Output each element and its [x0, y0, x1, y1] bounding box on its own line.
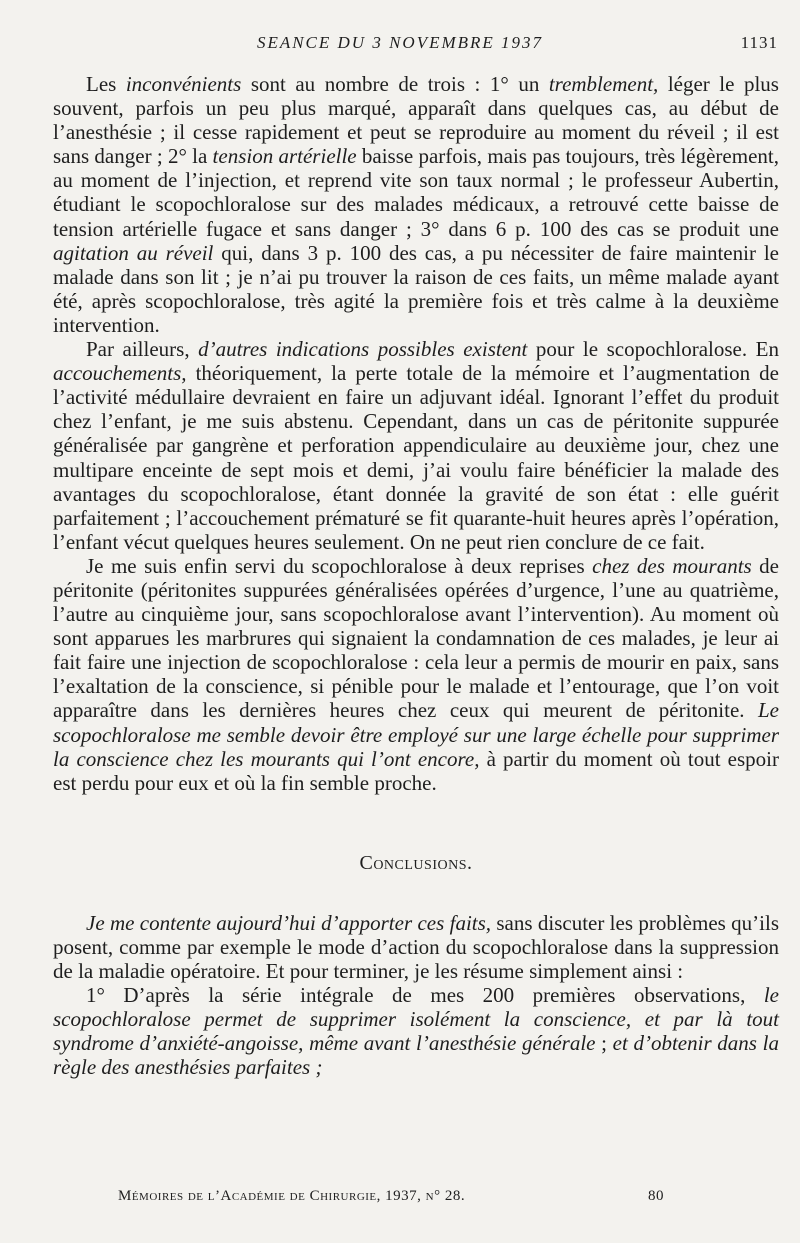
paragraph: [53, 72, 779, 337]
text-run: Les: [86, 72, 126, 96]
text-run: 1° D’après la série intégrale de mes 200 premières observations,: [86, 983, 764, 1008]
running-title: SEANCE DU 3 NOVEMBRE 1937: [256, 33, 544, 52]
italic-run: inconvénients: [125, 72, 242, 96]
italic-run: et d’obtenir dans la règle des anesthésies parfaites ;: [53, 1031, 779, 1080]
text-run: Par ailleurs,: [86, 337, 199, 362]
text-run: ;: [595, 1031, 613, 1056]
paragraph: [53, 554, 779, 795]
italic-run: accouchements,: [53, 361, 187, 386]
text-run: pour le scopochloralose. En: [527, 337, 779, 362]
body-text: [53, 72, 779, 1080]
text-run: de péritonite (péritonites suppurées généralisées opérées d’urgence, l’une au quatrième, l’autre au cinquième jour, sans scopochloralose avant l’intervention). Au moment où sont apparues les marbrures qui signaient la condamnation de ces malades, je leur ai fait faire une injection de scopochloralose : cela leur a permis de mourir en paix, sans l’exaltation de la conscience, si pénible pour le malade et l’entourage, que l’on voit apparaître dans les dernières heures chez ceux qui meurent de péritonite.: [53, 553, 779, 723]
italic-run: d’autres indications possibles existent: [198, 337, 528, 362]
italic-run: tension artérielle: [212, 144, 357, 169]
italic-run: chez des mourants: [592, 553, 752, 578]
paragraph: [53, 983, 779, 1079]
journal-citation: Mémoires de l’Académie de Chirurgie, 1937, n° 28.: [118, 1188, 466, 1204]
italic-run: Le scopochloralose me semble devoir être employé sur une large échelle pour supprimer la conscience chez les mourants qui l’ont encore,: [53, 698, 779, 771]
text-run: à partir du moment où tout espoir est perdu pour eux et où la fin semble proche.: [53, 746, 779, 795]
italic-run: le scopochloralose permet de supprimer isolément la conscience, et par là tout syndrome d’anxiété-angoisse, même avant l’anesthésie générale: [53, 983, 779, 1056]
text-run: qui, dans 3 p. 100 des cas, a pu nécessiter de faire maintenir le malade dans son lit ; je n’ai pu trouver la raison de ces faits, un même malade ayant été, après scopochloralose, très agité la première fois et très calme à la deuxième intervention.: [53, 240, 779, 337]
paragraph: [53, 337, 779, 554]
page-number: 1131: [740, 33, 778, 52]
text-run: Je me suis enfin servi du scopochloralose à deux reprises: [86, 553, 593, 578]
text-run: théoriquement, la perte totale de la mémoire et l’augmentation de l’activité médullaire devraient en faire un adjuvant idéal. Ignorant l’effet du produit chez l’enfant, je me suis abstenu. Cependant, dans un cas de péritonite suppurée généralisée par gangrène et perforation appendiculaire au deuxième jour, chez une multipare enceinte de sept mois et demi, j’ai voulu faire bénéficier la malade des avantages du scopochloralose, étant donnée la gravité de son état : elle guérit parfaitement ; l’accouchement prématuré se fit quarante-huit heures après l’opération, l’enfant vécut quelques heures seulement. On ne peut rien conclure de ce fait.: [53, 361, 779, 554]
text-run: sans discuter les problèmes qu’ils posent, comme par exemple le mode d’action du scopochloralose dans la suppression de la maladie opératoire. Et pour terminer, je les résume simplement ainsi :: [53, 910, 779, 984]
text-run: léger le plus souvent, parfois un peu plus marqué, apparaît dans quelques cas, au début de l’anesthésie ; il cesse rapidement et peut se reproduire au moment du réveil ; il est sans danger ; 2° la: [53, 72, 779, 169]
text-run: baisse parfois, mais pas toujours, très légèrement, au moment de l’injection, et reprend vite son taux normal ; le professeur Aubertin, étudiant le scopochloralose sur des malades médicaux, a retrouvé cette baisse de tension artérielle fugace et sans danger ; 3° dans 6 p. 100 des cas se produit une: [53, 144, 779, 241]
folio-number: 80: [648, 1188, 664, 1204]
italic-run: tremblement,: [548, 72, 659, 96]
paragraph: [53, 911, 779, 983]
text-run: sont au nombre de trois : 1° un: [241, 72, 549, 96]
page-header: [0, 33, 800, 57]
page-footer: [0, 1188, 800, 1212]
italic-run: Je me contente aujourd’hui d’apporter ces faits,: [86, 910, 492, 935]
section-heading-conclusions: Conclusions.: [359, 851, 473, 874]
italic-run: agitation au réveil: [53, 240, 214, 265]
